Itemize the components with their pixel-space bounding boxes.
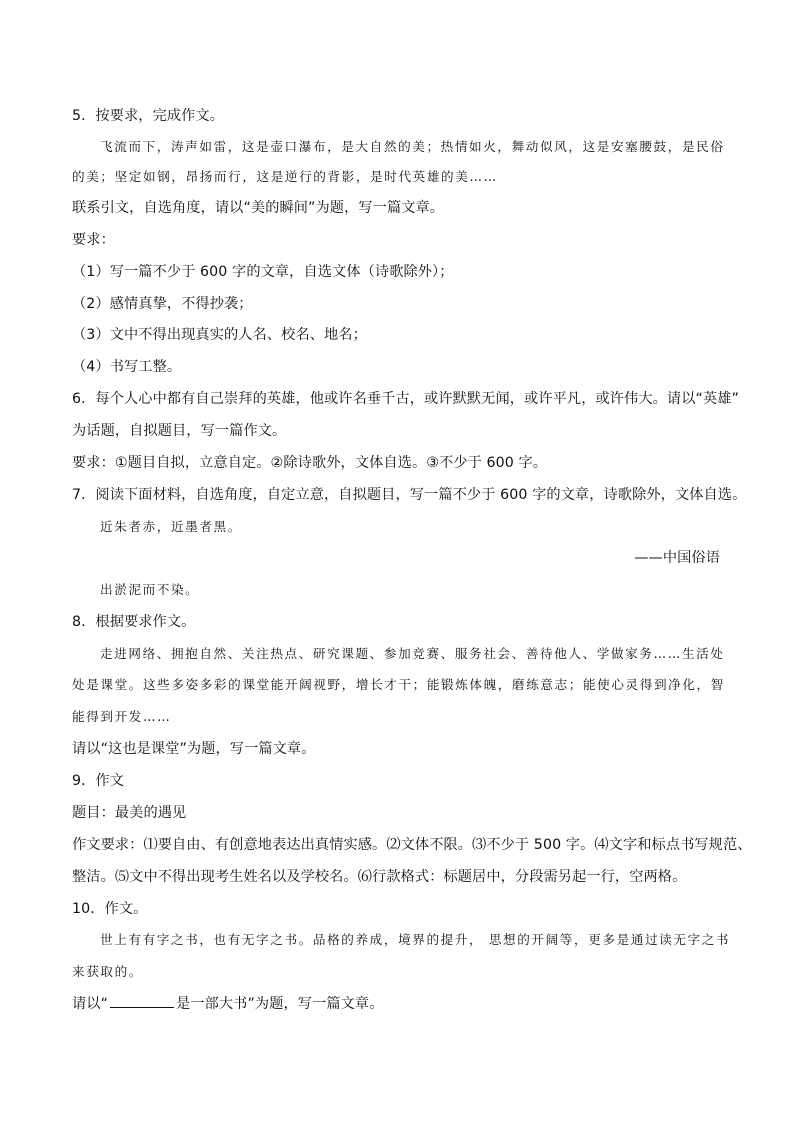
q10-passage-line-2: 来获取的。 [72,964,143,979]
q8-instruction: 请以“这也是课堂”为题，写一篇文章。 [72,741,316,757]
q9-requirements-line-1: 作文要求：⑴要自由、有创意地表达出真情实感。⑵文体不限。⑶不少于 500 字。⑷文字和标点书写规范、 [72,837,752,853]
q7-quote-2: 出淤泥而不染。 [100,582,200,597]
q5-requirements-label: 要求： [72,232,115,248]
q8-title: 8．根据要求作文。 [72,614,196,630]
q7-source: ——中国俗语 [634,550,720,566]
q6-line-2: 为话题，自拟题目，写一篇作文。 [72,423,287,439]
q10-instruction-prefix: 请以“ [72,996,109,1012]
q5-requirement-2: （2）感情真挚，不得抄袭； [72,296,253,312]
q5-passage-line-2: 的美；坚定如钢，昂扬而行，这是逆行的背影，是时代英雄的美…… [72,169,498,184]
q6-line-1: 6．每个人心中都有自己崇拜的英雄，他或许名垂千古，或许默默无闻，或许平凡，或许伟大。请以“英雄” [72,391,739,407]
q10-title: 10．作文。 [72,901,148,917]
q8-passage-line-2: 处是课堂。这些多姿多彩的课堂能开阔视野，增长才干；能锻炼体魄，磨练意志；能使心灵得到净化，智 [72,677,725,692]
q8-passage-line-3: 能得到开发…… [72,709,172,724]
q10-passage-line-1: 世上有有字之书，也有无字之书。品格的养成，境界的提升， 思想的开阔等，更多是通过读无字之书 [100,932,731,947]
q5-requirement-1: （1）写一篇不少于 600 字的文章，自选文体（诗歌除外）； [72,264,454,280]
q6-requirements: 要求：①题目自拟，立意自定。②除诗歌外，文体自选。③不少于 600 字。 [72,455,548,471]
q8-passage-line-1: 走进网络、拥抱自然、关注热点、研究课题、参加竞赛、服务社会、善待他人、学做家务……生活处 [100,646,725,661]
q5-requirement-3: （3）文中不得出现真实的人名、校名、地名； [72,327,367,343]
q9-title: 9．作文 [72,773,124,789]
q10-instruction-suffix: 是一部大书”为题，写一篇文章。 [176,996,384,1012]
q5-title: 5．按要求，完成作文。 [72,108,225,124]
q10-instruction [72,993,384,1013]
q7-quote-1: 近朱者赤，近墨者黑。 [100,519,242,534]
q9-topic: 题目：最美的遇见 [72,805,187,821]
q5-passage-line-1: 飞流而下，涛声如雷，这是壶口瀑布，是大自然的美；热情如火，舞动似风，这是安塞腰鼓，是民俗 [100,139,725,154]
q5-requirement-4: （4）书写工整。 [72,359,182,375]
q5-instruction: 联系引文，自选角度，请以“美的瞬间”为题，写一篇文章。 [72,200,445,216]
q7-line-1: 7．阅读下面材料，自选角度，自定立意，自拟题目，写一篇不少于 600 字的文章，诗歌除外，文体自选。 [72,487,747,503]
q9-requirements-line-2: 整洁。⑸文中不得出现考生姓名以及学校名。⑹行款格式：标题居中，分段需另起一行，空两格。 [72,869,687,885]
answer-blank [110,995,174,1008]
